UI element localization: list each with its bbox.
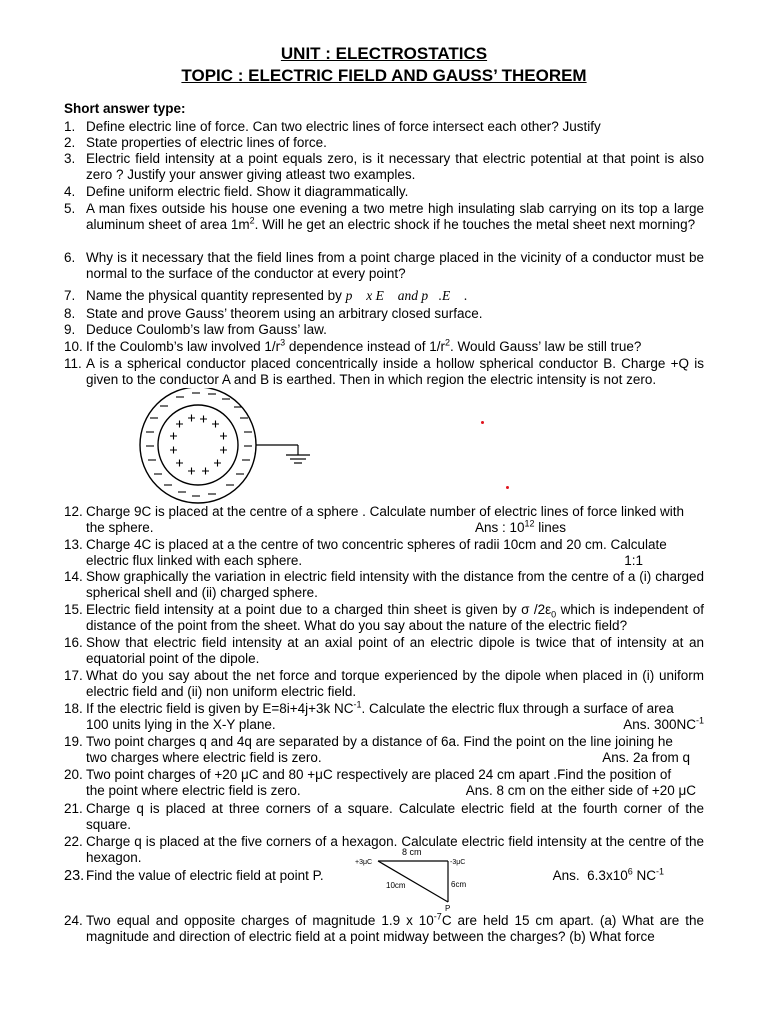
hypotenuse-label: 10cm — [386, 881, 406, 890]
question-21 — [64, 801, 704, 833]
question-text: A is a spherical conductor placed concentrically inside a hollow spherical conductor B. Charge +Q is given to the conductor A and B is earthed. Then in which region the electric intensity is not zero. — [86, 356, 704, 388]
question-text: Name the physical quantity represented by p⃗ x E⃗ and p⃗.E⃗ . — [86, 288, 468, 303]
question-number: 15. — [64, 602, 83, 617]
question-text: Charge q is placed at the five corners of a hexagon. Calculate electric field intensity at the centre of the hexagon. — [86, 834, 704, 866]
question-text: Show graphically the variation in electric field intensity with the distance from the centre of a (i) charged spherical shell and (ii) charged sphere. — [86, 569, 704, 601]
question-text: Charge 4C is placed at a the centre of two concentric spheres of radii 10cm and 20 cm. Calculate — [86, 537, 667, 552]
question-number: 23. — [64, 868, 85, 884]
triangle-diagram — [350, 846, 480, 912]
question-7 — [64, 288, 704, 304]
question-24 — [64, 913, 704, 945]
concentric-spheres-diagram — [130, 388, 330, 506]
answer: Ans. $300NC^{-1}$ — [623, 715, 704, 733]
question-text: What do you say about the net force and torque experienced by the dipole when placed in (i) uniform electric field and (ii) non uniform electric field. — [86, 668, 704, 700]
question-number: 17. — [64, 668, 83, 683]
question-text: Electric field intensity at a point due to a charged thin sheet is given by σ $/2\varepsilon_0$ which is independent of distance of the point from the sheet. What do you say about the nature of the electric field? — [86, 602, 704, 634]
question-number: 7. — [64, 288, 76, 303]
question-text: Two equal and opposite charges of magnitude 1.9 x $10^{-7}C$ are held 15 cm apart. (a) What are the magnitude and direction of electric field at a point midway between the charges? (b) What force — [86, 911, 704, 945]
question-text: Show that electric field intensity at an axial point of an electric dipole is twice that of intensity at an equatorial point of the dipole. — [86, 635, 704, 667]
question-number: 13. — [64, 537, 83, 552]
question-text: A man fixes outside his house one evening a two metre high insulating slab carrying on its top a large aluminum sheet of area $1m^2$. Will he get an electric shock if he touches the metal sheet next morning? — [86, 201, 704, 233]
question-number: 12. — [64, 504, 83, 519]
question-18: 18. If the electric field is given by E=8i+4j+3k $NC^{-1}$. Calculate the electric flux through a surface of area 100 units lying in the X-Y plane. Ans. $300NC^{-1}$ — [64, 699, 704, 733]
answer: 1:1 — [624, 553, 643, 569]
question-6 — [64, 250, 704, 282]
earth-connection — [256, 445, 310, 463]
question-text: If the electric field is given by E=8i+4j+3k $NC^{-1}$. Calculate the electric flux through a surface of area — [86, 699, 674, 716]
question-number: 16. — [64, 635, 83, 650]
question-text: Define electric line of force. Can two electric lines of force intersect each other? Justify — [86, 119, 601, 134]
right-charge-label: -3μC — [450, 859, 466, 866]
question-text: Why is it necessary that the field lines from a point charge placed in the vicinity of a conductor must be normal to the surface of the conductor at every point? — [86, 250, 704, 282]
question-14 — [64, 569, 704, 601]
question-12: 12. Charge 9C is placed at the centre of a sphere . Calculate number of electric lines of force linked with the sphere. Ans : $10^{12}$ lines — [64, 504, 704, 536]
answer: Ans. $6.3x10^6$ $NC^{-1}$ — [552, 866, 664, 883]
question-13: 13. Charge 4C is placed at a the centre of two concentric spheres of radii 10cm and 20 cm. Calculate electric flux linked with each sphere. 1:1 — [64, 537, 704, 569]
answer: Ans. 2a from q — [602, 750, 690, 766]
red-dot — [506, 486, 509, 489]
topic-title: TOPIC : ELECTRIC FIELD AND GAUSS’ THEOREM — [181, 66, 587, 85]
question-20: 20. Two point charges of +20 μC and 80 +μC respectively are placed 24 cm apart .Find the position of the point where electric field is zero. Ans. 8 cm on the either side of +20 μC — [64, 767, 704, 799]
question-text: Two point charges q and 4q are separated by a distance of 6a. Find the point on the line joining he — [86, 734, 673, 749]
triangle-top-label: 8 cm — [402, 847, 422, 857]
question-number: 22. — [64, 834, 83, 849]
question-text: Two point charges of +20 μC and 80 +μC respectively are placed 24 cm apart .Find the position of — [86, 767, 672, 782]
question-number: 3. — [64, 151, 76, 166]
question-5 — [64, 201, 704, 233]
question-text: State and prove Gauss’ theorem using an arbitrary closed surface. — [86, 306, 483, 321]
question-number: 6. — [64, 250, 76, 265]
section-heading: Short answer type: — [64, 101, 186, 116]
question-text: If the Coulomb’s law involved $1/r^3$ dependence instead of $1/r^2$. Would Gauss’ law be still true? — [86, 337, 642, 354]
negative-charges — [146, 393, 252, 496]
question-number: 8. — [64, 306, 76, 321]
question-number: 2. — [64, 135, 76, 150]
inner-sphere — [158, 405, 238, 485]
question-text: Electric field intensity at a point equals zero, is it necessary that electric potential at that point is also zero ? Justify your answer giving atleast two examples. — [86, 151, 704, 183]
question-number: 18. — [64, 701, 83, 716]
question-2 — [64, 135, 704, 151]
question-number: 1. — [64, 119, 76, 134]
answer: Ans : $10^{12}$ lines — [474, 518, 566, 536]
question-19: 19. Two point charges q and 4q are separated by a distance of 6a. Find the point on the line joining he two charges where electric field is zero. Ans. 2a from q — [64, 734, 704, 766]
question-11 — [64, 356, 704, 388]
question-number: 10. — [64, 339, 83, 354]
unit-title: UNIT : ELECTROSTATICS — [280, 44, 488, 63]
question-10 — [64, 339, 704, 355]
question-number: 20. — [64, 767, 83, 782]
question-number: 11. — [64, 356, 82, 371]
question-15 — [64, 602, 704, 634]
question-4 — [64, 184, 704, 200]
question-text: State properties of electric lines of force. — [86, 135, 327, 150]
question-number: 9. — [64, 322, 76, 337]
side-label: 6cm — [451, 880, 467, 889]
question-9 — [64, 322, 704, 338]
question-number: 5. — [64, 201, 76, 216]
positive-charges — [170, 415, 227, 475]
question-number: 19. — [64, 734, 83, 749]
red-dot — [481, 421, 484, 424]
left-charge-label: +3μC — [355, 859, 373, 866]
question-number: 21. — [64, 801, 83, 816]
question-number: 4. — [64, 184, 76, 199]
question-number: 14. — [64, 569, 83, 584]
question-number: 24. — [64, 913, 83, 928]
question-text: Charge q is placed at three corners of a square. Calculate electric field at the fourth corner of the square. — [86, 801, 704, 833]
question-text: Find the value of electric field at point P. — [86, 868, 324, 883]
question-17 — [64, 668, 704, 700]
question-text: Define uniform electric field. Show it diagrammatically. — [86, 184, 409, 199]
vector-expression: p⃗ x E⃗ and p⃗.E⃗ . — [345, 288, 468, 303]
question-text: Deduce Coulomb’s law from Gauss’ law. — [86, 322, 327, 337]
point-p-label: P — [445, 904, 451, 912]
question-text: Charge 9C is placed at the centre of a sphere . Calculate number of electric lines of force linked with — [86, 504, 685, 519]
question-3 — [64, 151, 704, 183]
question-1 — [64, 119, 704, 135]
question-16 — [64, 635, 704, 667]
answer: Ans. 8 cm on the either side of +20 μC — [465, 783, 696, 799]
question-8 — [64, 306, 704, 322]
